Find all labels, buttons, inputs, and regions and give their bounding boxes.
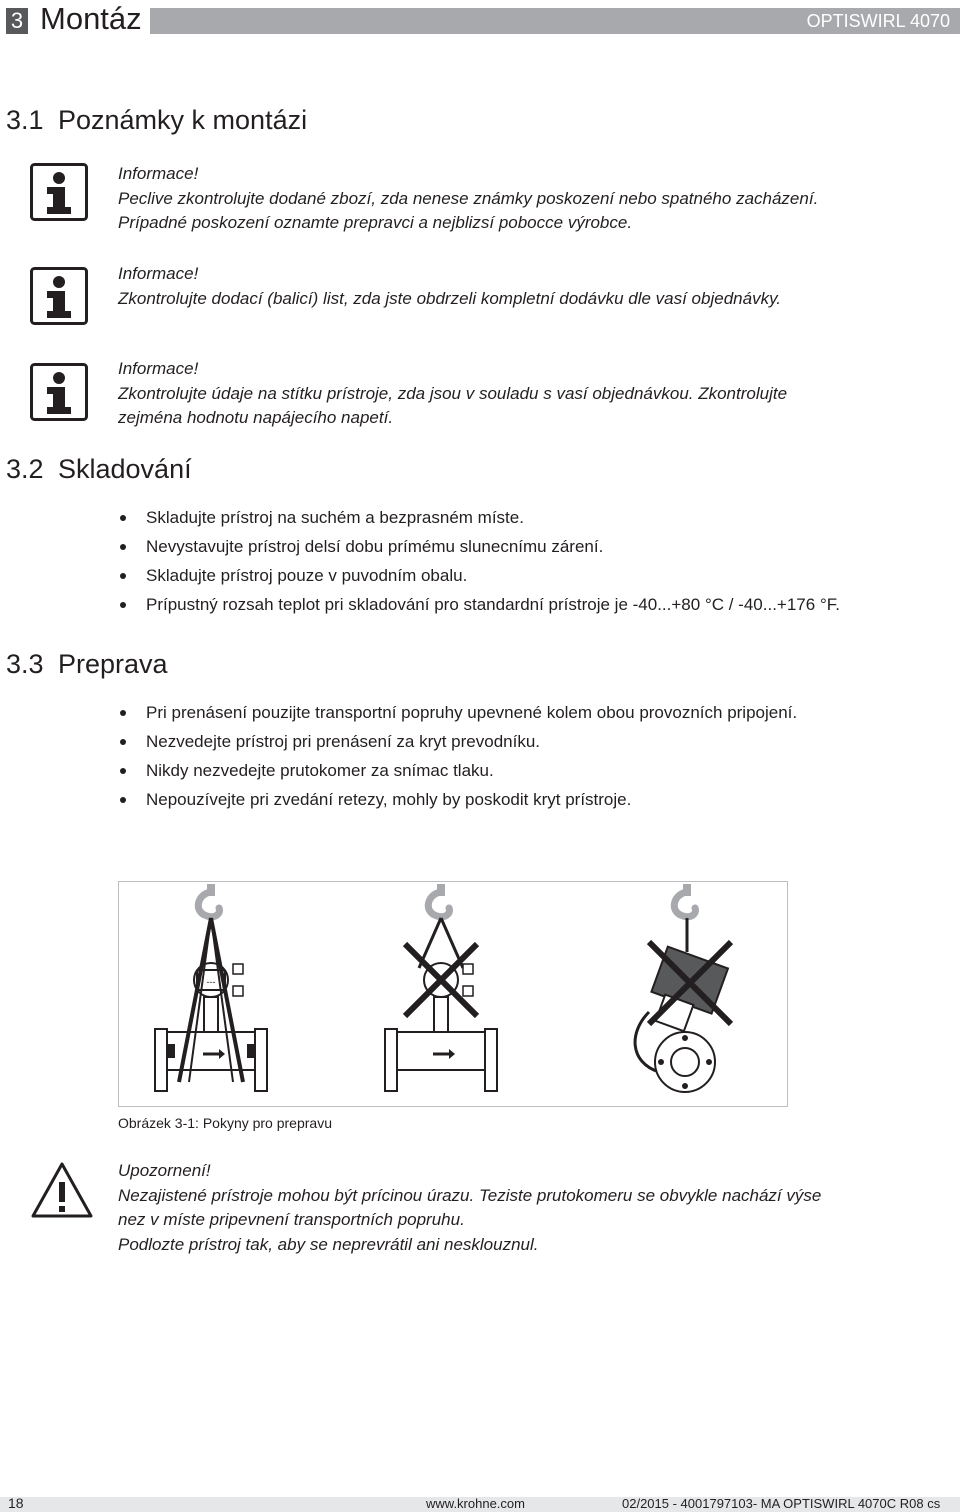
note-line: zejména hodnotu napájecího napetí. — [118, 408, 394, 427]
note-title: Informace! — [118, 164, 199, 183]
chapter-number: 3 — [6, 8, 28, 34]
section-number: 3.1 — [6, 105, 44, 135]
transport-figure — [118, 881, 788, 1107]
info-note-2 — [118, 262, 948, 311]
section-heading-3-1 — [6, 104, 307, 136]
wrong-lifting-sensor-diagram — [635, 884, 731, 1092]
list-item: Pri prenásení pouzijte transportní popruhy upevnené kolem obou provozních pripojení. — [118, 698, 797, 727]
warning-triangle-icon — [30, 1160, 94, 1220]
note-line: Zkontrolujte údaje na stítku prístroje, zda jsou v souladu s vasí objednávkou. Zkontrolujte — [118, 383, 788, 403]
section-title: Preprava — [58, 649, 168, 679]
transport-illustration — [119, 882, 787, 1106]
page-number: 18 — [8, 1495, 24, 1511]
list-item: Nikdy nezvedejte prutokomer za snímac tlaku. — [118, 756, 797, 785]
document-reference: 02/2015 - 4001797103- MA OPTISWIRL 4070C R08 cs — [622, 1496, 941, 1511]
list-item: Nevystavujte prístroj delsí dobu prímému slunecnímu zárení. — [118, 532, 840, 561]
transport-list — [118, 698, 797, 814]
info-icon — [30, 363, 88, 421]
warning-line: Nezajistené prístroje mohou být prícinou úrazu. Teziste prutokomeru se obvykle nachází výse — [118, 1185, 822, 1205]
list-item: Skladujte prístroj na suchém a bezprasném míste. — [118, 503, 840, 532]
section-number: 3.2 — [6, 454, 44, 484]
warning-note — [118, 1159, 948, 1257]
list-item: Skladujte prístroj pouze v puvodním obalu. — [118, 561, 840, 590]
warning-title: Upozornení! — [118, 1161, 211, 1180]
note-line: Zkontrolujte dodací (balicí) list, zda jste obdrzeli kompletní dodávku dle vasí objednávky. — [118, 288, 782, 308]
section-heading-3-2 — [6, 453, 192, 485]
warning-line: Podlozte prístroj tak, aby se neprevrátil ani nesklouznul. — [118, 1234, 539, 1254]
section-heading-3-3 — [6, 648, 168, 680]
note-line: Prípadné poskození oznamte prepravci a nejblizsí pobocce výrobce. — [118, 213, 633, 232]
section-title: Skladování — [58, 454, 192, 484]
figure-caption: Obrázek 3-1: Pokyny pro prepravu — [118, 1115, 332, 1131]
product-name: OPTISWIRL 4070 — [806, 11, 950, 31]
list-item: Nepouzívejte pri zvedání retezy, mohly by poskodit kryt prístroje. — [118, 785, 797, 814]
info-icon — [30, 267, 88, 325]
chapter-title: Montáz — [40, 1, 142, 36]
section-title: Poznámky k montázi — [58, 105, 308, 135]
display-dashes: --- — [206, 977, 216, 987]
note-title: Informace! — [118, 264, 199, 283]
wrong-lifting-converter-diagram — [385, 884, 497, 1091]
info-note-3 — [118, 357, 948, 431]
website-link[interactable]: www.krohne.com — [426, 1496, 525, 1511]
note-line: Peclive zkontrolujte dodané zbozí, zda nenese známky poskození nebo spatného zacházení. — [118, 188, 819, 208]
note-title: Informace! — [118, 359, 199, 378]
storage-list — [118, 503, 840, 619]
section-number: 3.3 — [6, 649, 44, 679]
info-icon — [30, 163, 88, 221]
correct-lifting-diagram — [155, 884, 267, 1091]
warning-line: nez v míste pripevnení transportních popruhu. — [118, 1210, 465, 1229]
info-note-1 — [118, 162, 948, 236]
list-item: Prípustný rozsah teplot pri skladování pro standardní prístroje je -40...+80 °C / -40...+176 °F. — [118, 590, 840, 619]
list-item: Nezvedejte prístroj pri prenásení za kryt prevodníku. — [118, 727, 797, 756]
